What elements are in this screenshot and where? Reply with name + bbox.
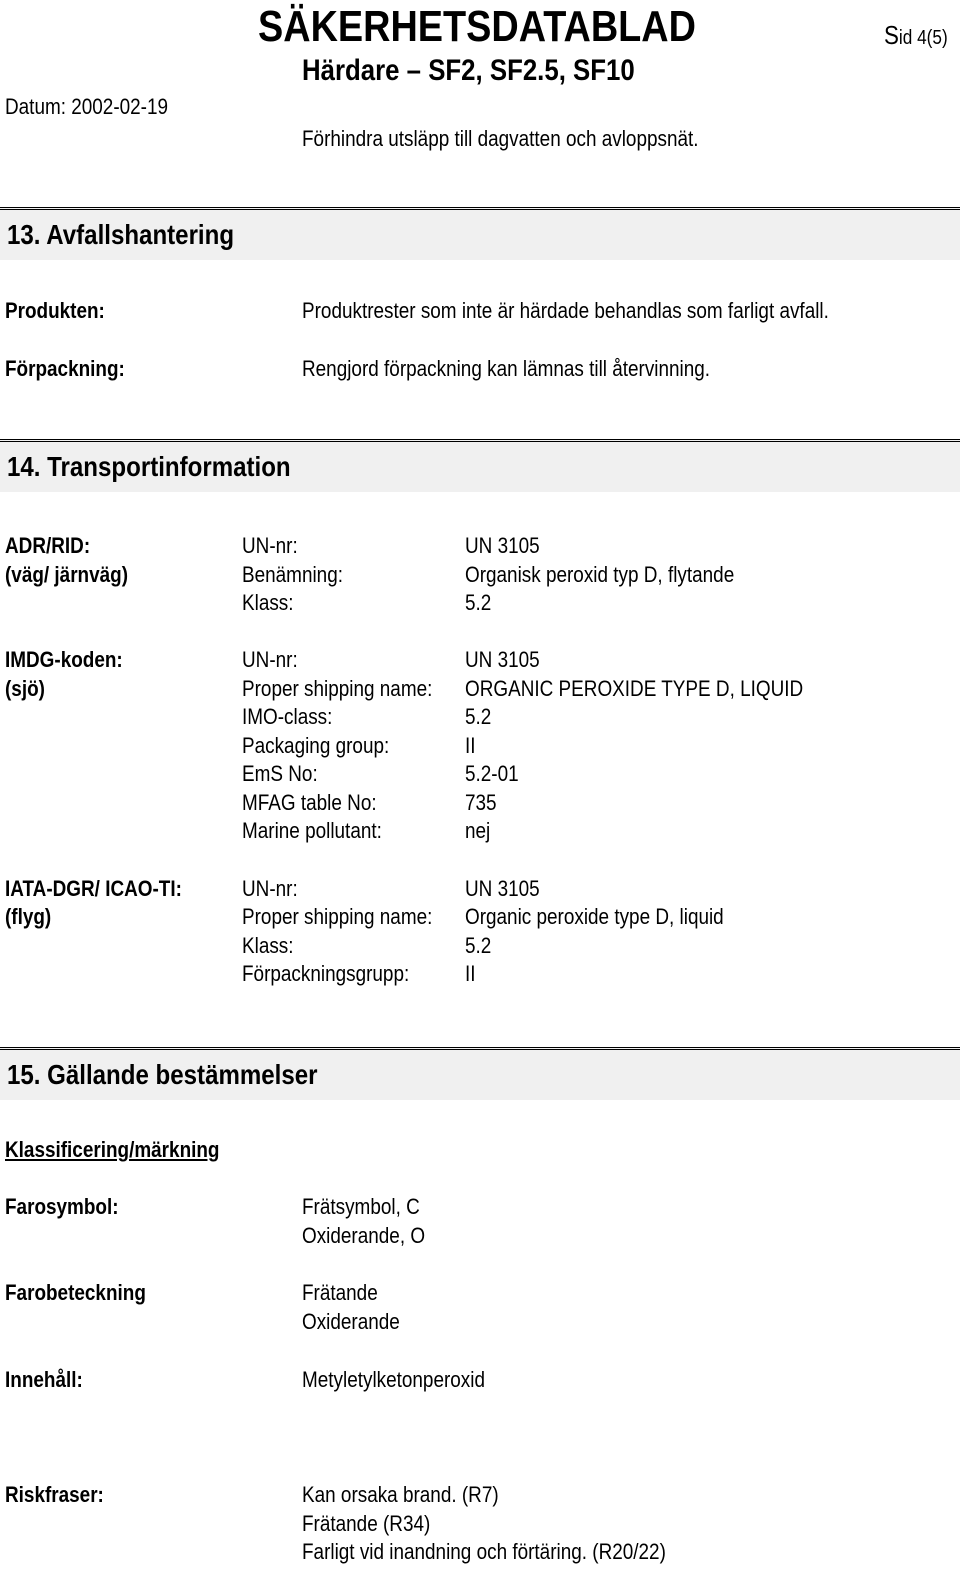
document-date: Datum: 2002-02-19: [5, 94, 169, 119]
iata-key: Proper shipping name:: [242, 904, 433, 929]
forpackning-label: Förpackning:: [5, 356, 125, 381]
imdg-key: Marine pollutant:: [242, 818, 382, 843]
riskfras-item: Farligt vid inandning och förtäring. (R20/22): [302, 1539, 666, 1564]
section-13-heading: 13. Avfallshantering: [7, 219, 235, 250]
iata-value: II: [465, 961, 476, 986]
imdg-key: Packaging group:: [242, 733, 390, 758]
imdg-key: Proper shipping name:: [242, 676, 433, 701]
farosymbol-label: Farosymbol:: [5, 1194, 119, 1219]
adr-key: Benämning:: [242, 562, 343, 587]
riskfraser-label: Riskfraser:: [5, 1482, 104, 1507]
innehall-label: Innehåll:: [5, 1367, 83, 1392]
imdg-value: 735: [465, 790, 497, 815]
imdg-label: IMDG-koden:: [5, 647, 123, 672]
section-13-header: [0, 207, 960, 260]
iata-sublabel: (flyg): [5, 904, 52, 929]
farobeteckning-value: Oxiderande: [302, 1309, 400, 1334]
section-14-header: [0, 439, 960, 492]
farosymbol-value: Frätsymbol, C: [302, 1194, 420, 1219]
classification-subheading: Klassificering/märkning: [5, 1137, 220, 1162]
adr-value: UN 3105: [465, 533, 540, 558]
adr-label: ADR/RID:: [5, 533, 91, 558]
riskfras-item: Frätande (R34): [302, 1511, 431, 1536]
adr-value: Organisk peroxid typ D, flytande: [465, 562, 735, 587]
product-subtitle: Härdare – SF2, SF2.5, SF10: [302, 54, 635, 87]
iata-key: Klass:: [242, 933, 294, 958]
farobeteckning-value: Frätande: [302, 1280, 378, 1305]
intro-line: Förhindra utsläpp till dagvatten och avloppsnät.: [302, 126, 699, 151]
adr-key: UN-nr:: [242, 533, 298, 558]
imdg-value: nej: [465, 818, 491, 843]
imdg-value: II: [465, 733, 476, 758]
iata-value: UN 3105: [465, 876, 540, 901]
imdg-value: 5.2: [465, 704, 492, 729]
imdg-key: EmS No:: [242, 761, 318, 786]
adr-value: 5.2: [465, 590, 492, 615]
farosymbol-value: Oxiderande, O: [302, 1223, 426, 1248]
imdg-value: UN 3105: [465, 647, 540, 672]
imdg-key: MFAG table No:: [242, 790, 377, 815]
section-14-heading: 14. Transportinformation: [7, 451, 291, 482]
iata-key: UN-nr:: [242, 876, 298, 901]
iata-value: 5.2: [465, 933, 492, 958]
innehall-value: Metyletylketonperoxid: [302, 1367, 485, 1392]
imdg-key: UN-nr:: [242, 647, 298, 672]
section-15-header: [0, 1047, 960, 1100]
produkten-value: Produktrester som inte är härdade behandlas som farligt avfall.: [302, 298, 829, 323]
iata-key: Förpackningsgrupp:: [242, 961, 410, 986]
imdg-value: 5.2-01: [465, 761, 519, 786]
imdg-key: IMO-class:: [242, 704, 333, 729]
page-number: Sid 4(5): [884, 20, 948, 50]
document-title: SÄKERHETSDATABLAD: [258, 2, 696, 51]
adr-sublabel: (väg/ järnväg): [5, 562, 129, 587]
forpackning-value: Rengjord förpackning kan lämnas till återvinning.: [302, 356, 711, 381]
riskfras-item: Kan orsaka brand. (R7): [302, 1482, 499, 1507]
section-15-heading: 15. Gällande bestämmelser: [7, 1059, 318, 1090]
iata-value: Organic peroxide type D, liquid: [465, 904, 724, 929]
imdg-sublabel: (sjö): [5, 676, 45, 701]
imdg-value: ORGANIC PEROXIDE TYPE D, LIQUID: [465, 676, 804, 701]
farobeteckning-label: Farobeteckning: [5, 1280, 146, 1305]
adr-key: Klass:: [242, 590, 294, 615]
produkten-label: Produkten:: [5, 298, 105, 323]
iata-label: IATA-DGR/ ICAO-TI:: [5, 876, 182, 901]
